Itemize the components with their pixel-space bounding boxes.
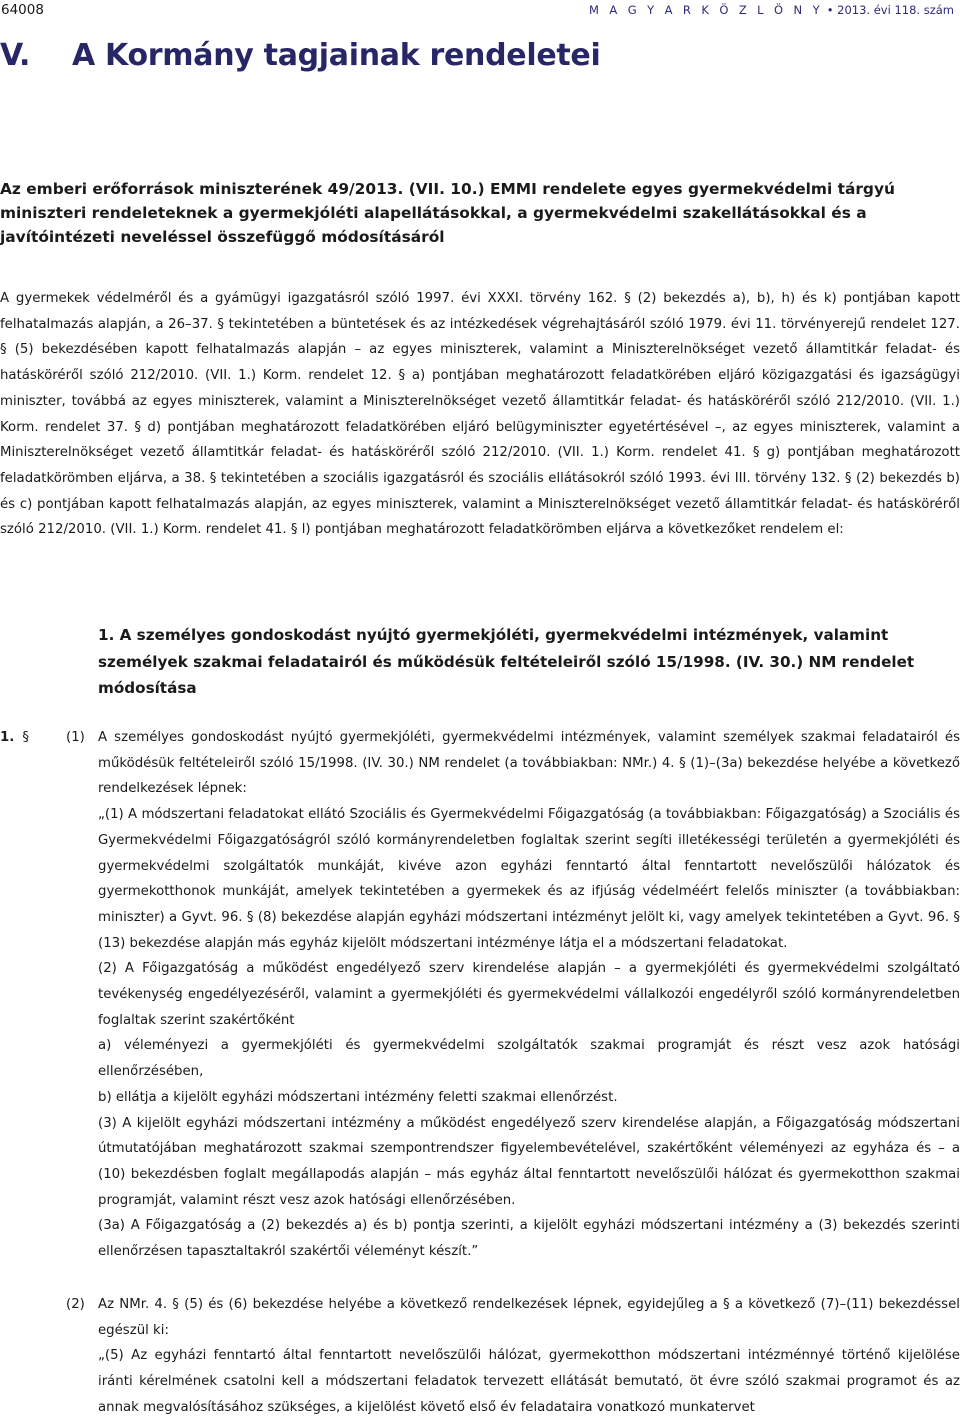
paragraph-1-number: (1) [66, 730, 85, 745]
quoted-paragraph: a) véleményezi a gyermekjóléti és gyermekvédelmi szolgáltatók szakmai programját és részt vesz azok hatósági ellenőrzésében, [98, 1038, 960, 1080]
quoted-paragraph: „(5) Az egyházi fenntartó által fenntartott nevelőszülői hálózat, gyermekotthon módszertani intézménnyé történő kijelölése iránti kérelmének csatolni kell a módszertani feladatok tervezett ellátását bemutató, öt évre szóló szakmai programot és az annak megvalósításához szükséges, a kijelölést követő első év feladataira vonatkozó munkatervet [98, 1348, 960, 1415]
paragraph-2-number: (2) [66, 1297, 85, 1312]
paragraph-1-text: A személyes gondoskodást nyújtó gyermekjóléti, gyermekvédelmi intézmények, valamint személyek szakmai feladatairól és működésük feltételeiről szóló 15/1998. (IV. 30.) NM rendelet (a továbbiakban: NMr.) 4. § (1)–(3a) bekezdése helyébe a következő rendelkezések lépnek: [98, 730, 960, 797]
journal-name: M A G Y A R K Ö Z L Ö N Y [589, 3, 824, 17]
section-symbol: § [22, 730, 29, 745]
page-number: 64008 [1, 2, 44, 18]
quoted-paragraph: „(1) A módszertani feladatokat ellátó Szociális és Gyermekvédelmi Főigazgatóság (a továbbiakban: Főigazgatóság) a Szociális és Gyermekvédelmi Főigazgatóságról szóló kormányrendeletben foglaltak szerint segíti illetékességi területén a gyermekjóléti és gyermekvédelmi szolgáltatók munkáját, kivéve azon egyházi fenntartó által fenntartott nevelőszülői hálózatok és gyermekotthonok munkáját, amelyek tekintetében a gyermekek és az ifjúság védelméért felelős miniszter (a továbbiakban: miniszter) a Gyvt. 96. § (8) bekezdése alapján egyházi módszertani intézményt jelölt ki, vagy amelyek tekintetében a Gyvt. 96. § (13) bekezdése alapján más egyház kijelölt módszertani intézménye látja el a módszertani feladatokat. [98, 807, 960, 951]
chapter-title: 1. A személyes gondoskodást nyújtó gyermekjóléti, gyermekvédelmi intézmények, valamint személyek szakmai feladatairól és működésük feltételeiről szóló 15/1998. (IV. 30.) NM rendelet módosítása [98, 626, 915, 697]
paragraph-2 [98, 1292, 960, 1421]
section-heading [0, 38, 600, 73]
section-title: A Kormány tagjainak rendeletei [72, 38, 601, 73]
paragraph-2-text: Az NMr. 4. § (5) és (6) bekezdése helyébe a következő rendelkezések lépnek, egyidejűleg a § a következő (7)–(11) bekezdéssel egészül ki: [98, 1297, 960, 1338]
article-number: 1. [0, 730, 15, 745]
quoted-paragraph: (3) A kijelölt egyházi módszertani intézmény a működést engedélyező szerv kirendelése alapján, a Főigazgatóság módszertani útmutatójában meghatározott szakmai szempontrendszer figyelembevételével, szakértőként véleményezi az egyháza és – a (10) bekezdésben foglalt megállapodás alapján – más egyház által fenntartott nevelőszülői hálózat és gyermekotthon szakmai programját, valamint részt vesz azok hatósági ellenőrzésében. [98, 1115, 960, 1208]
section-number: V. [0, 38, 31, 73]
quoted-paragraph: (3a) A Főigazgatóság a (2) bekezdés a) és b) pontja szerinti, a kijelölt egyházi módszertani intézmény a (3) bekezdés szerinti ellenőrzésen tapasztaltakról szakértői véleményt készít.” [98, 1218, 960, 1260]
decree-title: Az emberi erőforrások miniszterének 49/2013. (VII. 10.) EMMI rendelete egyes gyermekvédelmi tárgyú miniszteri rendeleteknek a gyermekjóléti alapellátásokkal, a gyermekvédelmi szakellátásokkal és a javítóintézeti neveléssel összefüggő módosításáról [0, 180, 895, 246]
paragraph-1 [98, 725, 960, 1265]
running-header [589, 3, 954, 17]
quoted-paragraph: (2) A Főigazgatóság a működést engedélyező szerv kirendelése alapján – a gyermekjóléti és gyermekvédelmi szolgáltató tevékenység engedélyezéséről, valamint a gyermekjóléti és gyermekvédelmi vállalkozói engedélyről szóló kormányrendeletben foglaltak szerint szakértőként [98, 961, 960, 1028]
issue-info: • 2013. évi 118. szám [826, 3, 954, 17]
decree-preamble: A gyermekek védelméről és a gyámügyi igazgatásról szóló 1997. évi XXXI. törvény 162. § (2) bekezdés a), b), h) és k) pontjában kapott felhatalmazás alapján, a 26–37. § tekintetében a büntetések és az intézkedések végrehajtásáról szóló 1979. évi 11. törvényerejű rendelet 127. § (5) bekezdésében kapott felhatalmazás alapján – az egyes miniszterek, valamint a Miniszterelnökséget vezető államtitkár feladat- és hatásköréről szóló 212/2010. (VII. 1.) Korm. rendelet 12. § a) pontjában meghatározott feladatkörében eljáró közigazgatási és igazságügyi miniszter, továbbá az egyes miniszterek, valamint a Miniszterelnökséget vezető államtitkár feladat- és hatásköréről szóló 212/2010. (VII. 1.) Korm. rendelet 37. § d) pontjában meghatározott feladatkörében eljáró belügyminiszter egyetértésével –, az egyes miniszterek, valamint a Miniszterelnökséget vezető államtitkár feladat- és hatásköréről szóló 212/2010. (VII. 1.) Korm. rendelet 41. § g) pontjában meghatározott feladatkörömben eljárva, a 38. § tekintetében a szociális igazgatásról és szociális ellátásokról szóló 1993. évi III. törvény 132. § (2) bekezdés b) és c) pontjában kapott felhatalmazás alapján, az egyes miniszterek, valamint a Miniszterelnökséget vezető államtitkár feladat- és hatásköréről szóló 212/2010. (VII. 1.) Korm. rendelet 41. § l) pontjában meghatározott feladatkörömben eljárva a következőket rendelem el: [0, 291, 960, 538]
article-label [0, 725, 29, 751]
quoted-paragraph: b) ellátja a kijelölt egyházi módszertani intézmény feletti szakmai ellenőrzést. [98, 1089, 618, 1105]
